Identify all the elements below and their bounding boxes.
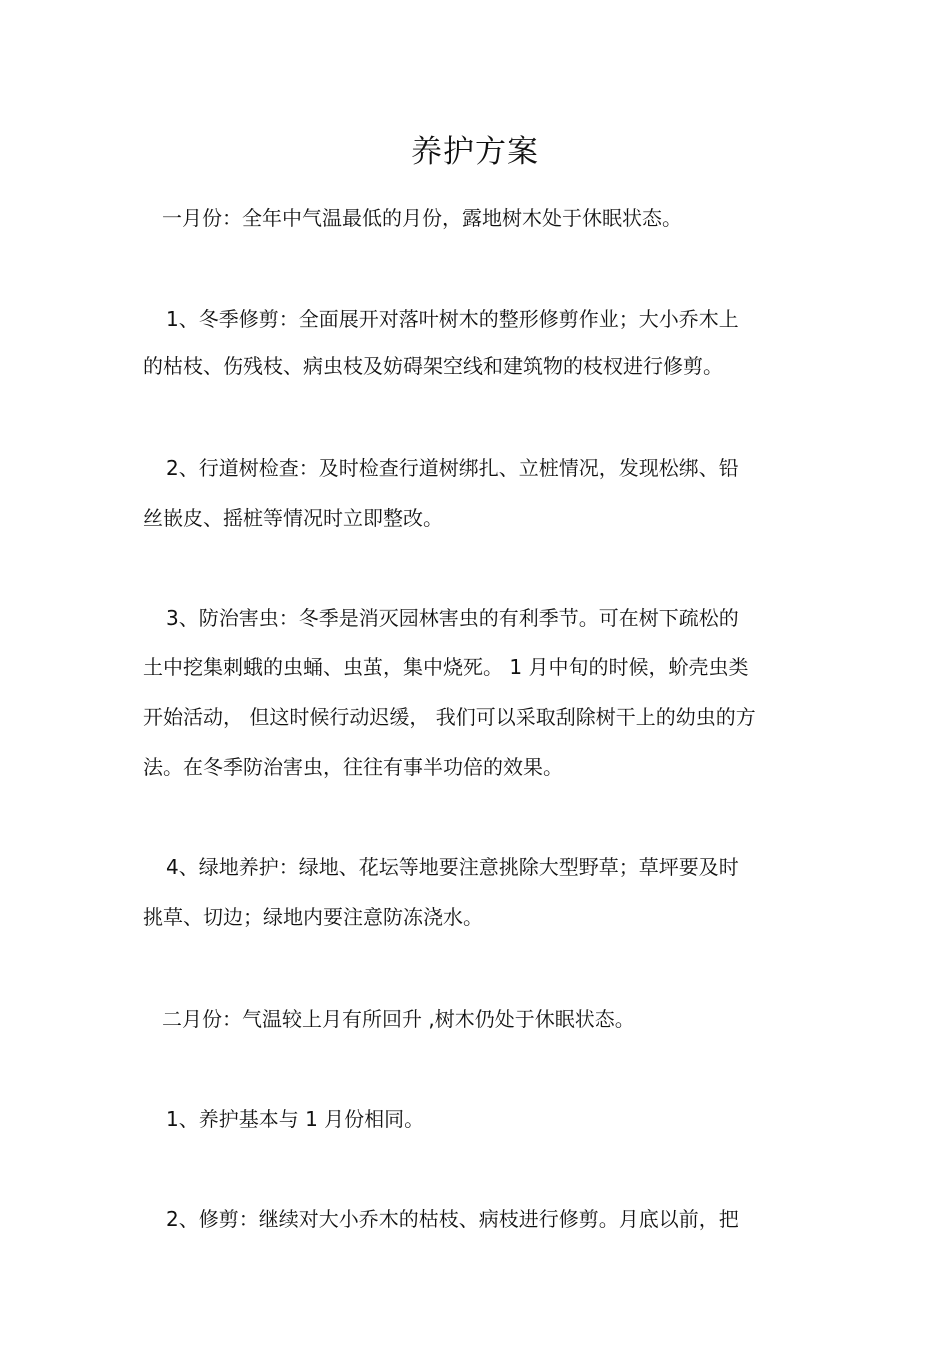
paragraph-line: 土中挖集刺蛾的虫蛹、虫茧，集中烧死。 1 月中旬的时候，蚧壳虫类	[143, 655, 749, 679]
paragraph-line: 法。在冬季防治害虫，往往有事半功倍的效果。	[143, 755, 563, 779]
paragraph-line: 4、绿地养护：绿地、花坛等地要注意挑除大型野草；草坪要及时	[166, 855, 739, 879]
document-title: 养护方案	[411, 134, 539, 170]
paragraph-line: 1、养护基本与 1 月份相同。	[166, 1107, 425, 1131]
paragraph-line: 丝嵌皮、摇桩等情况时立即整改。	[143, 506, 443, 530]
paragraph-line: 2、修剪：继续对大小乔木的枯枝、病枝进行修剪。月底以前，把	[166, 1207, 739, 1231]
paragraph-january-intro: 一月份：全年中气温最低的月份，露地树木处于休眠状态。	[162, 206, 682, 230]
paragraph-line: 3、防治害虫：冬季是消灭园林害虫的有利季节。可在树下疏松的	[166, 606, 739, 630]
paragraph-line: 的枯枝、伤残枝、病虫枝及妨碍架空线和建筑物的枝杈进行修剪。	[143, 354, 723, 378]
paragraph-line: 2、行道树检查：及时检查行道树绑扎、立桩情况，发现松绑、铅	[166, 456, 739, 480]
paragraph-february-intro: 二月份：气温较上月有所回升 ,树木仍处于休眠状态。	[162, 1007, 635, 1031]
paragraph-line: 挑草、切边；绿地内要注意防冻浇水。	[143, 905, 483, 929]
paragraph-line: 开始活动， 但这时候行动迟缓， 我们可以采取刮除树干上的幼虫的方	[143, 705, 756, 729]
paragraph-line: 1、冬季修剪：全面展开对落叶树木的整形修剪作业；大小乔木上	[166, 307, 739, 331]
